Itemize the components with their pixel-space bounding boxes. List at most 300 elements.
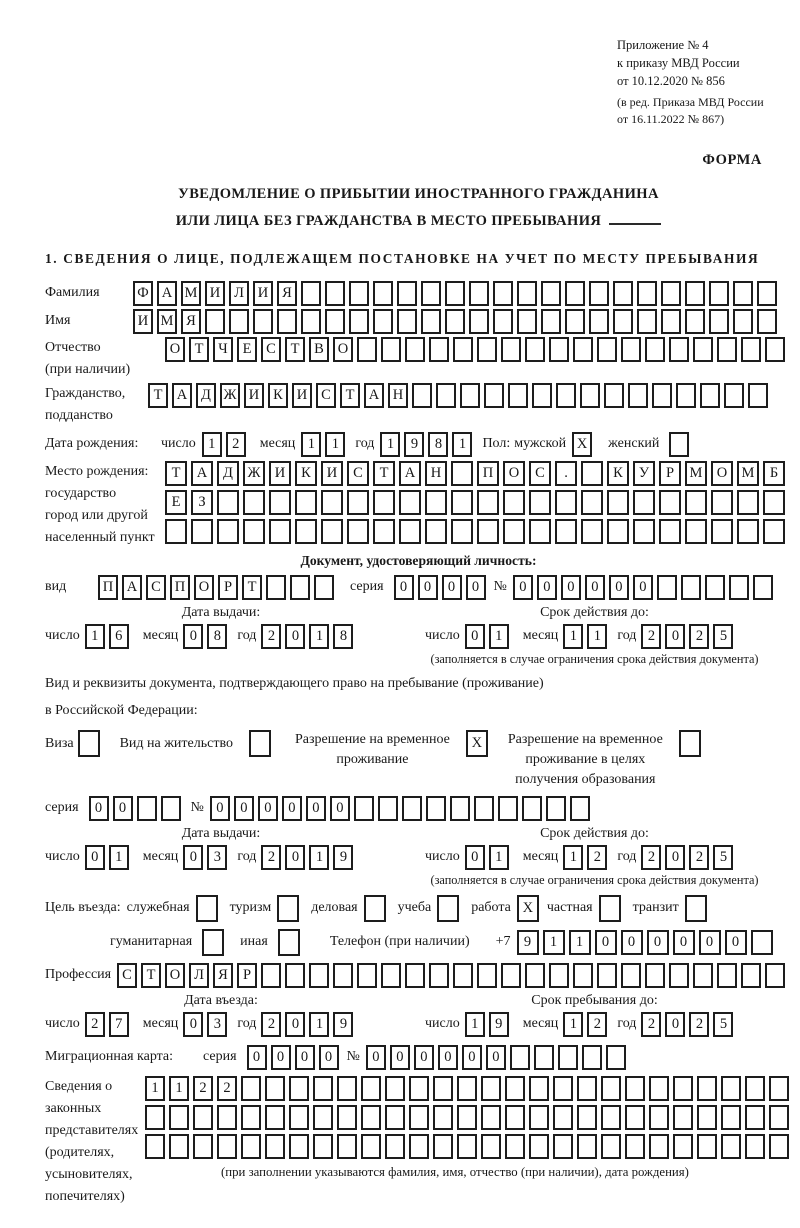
stay-valid-year-box[interactable]: 5: [713, 845, 733, 870]
purpose-private-checkbox[interactable]: [599, 895, 621, 922]
legal-rep-char-box[interactable]: [649, 1134, 669, 1159]
legal-rep-char-box[interactable]: [337, 1134, 357, 1159]
citizenship-char-box[interactable]: Н: [388, 383, 408, 408]
patronymic-char-box[interactable]: [693, 337, 713, 362]
patronymic-char-box[interactable]: [501, 337, 521, 362]
legal-rep-char-box[interactable]: [577, 1134, 597, 1159]
doc-type-char-box[interactable]: [266, 575, 286, 600]
profession-char-box[interactable]: [597, 963, 617, 988]
patronymic-char-box[interactable]: [765, 337, 785, 362]
surname-char-box[interactable]: [565, 281, 585, 306]
legal-rep-char-box[interactable]: [337, 1076, 357, 1101]
birth-place-char-box[interactable]: [295, 519, 317, 544]
profession-char-box[interactable]: [621, 963, 641, 988]
surname-char-box[interactable]: И: [253, 281, 273, 306]
purpose-humanitarian-checkbox[interactable]: [202, 929, 224, 956]
patronymic-char-box[interactable]: [477, 337, 497, 362]
birth-place-char-box[interactable]: [555, 519, 577, 544]
given-name-char-box[interactable]: [253, 309, 273, 334]
birth-place-char-box[interactable]: С: [347, 461, 369, 486]
id-number-box[interactable]: 0: [585, 575, 605, 600]
stay-number-box[interactable]: 0: [282, 796, 302, 821]
given-name-char-box[interactable]: [733, 309, 753, 334]
legal-rep-char-box[interactable]: 2: [193, 1076, 213, 1101]
legal-rep-char-box[interactable]: [481, 1105, 501, 1130]
id-valid-year-box[interactable]: 2: [689, 624, 709, 649]
birth-place-char-box[interactable]: [451, 519, 473, 544]
surname-char-box[interactable]: [637, 281, 657, 306]
stay-number-box[interactable]: [570, 796, 590, 821]
profession-char-box[interactable]: [285, 963, 305, 988]
stay-until-year-box[interactable]: 5: [713, 1012, 733, 1037]
purpose-study-checkbox[interactable]: [437, 895, 459, 922]
birth-place-char-box[interactable]: [555, 490, 577, 515]
profession-char-box[interactable]: [693, 963, 713, 988]
mig-number-box[interactable]: 0: [462, 1045, 482, 1070]
birth-place-char-box[interactable]: [581, 519, 603, 544]
surname-char-box[interactable]: [397, 281, 417, 306]
patronymic-char-box[interactable]: [549, 337, 569, 362]
birth-place-char-box[interactable]: Т: [373, 461, 395, 486]
stay-valid-month-box[interactable]: 2: [587, 845, 607, 870]
surname-char-box[interactable]: Л: [229, 281, 249, 306]
legal-rep-char-box[interactable]: [721, 1134, 741, 1159]
birth-place-char-box[interactable]: [399, 490, 421, 515]
patronymic-char-box[interactable]: [405, 337, 425, 362]
legal-rep-char-box[interactable]: [601, 1105, 621, 1130]
patronymic-char-box[interactable]: [645, 337, 665, 362]
surname-char-box[interactable]: [493, 281, 513, 306]
legal-rep-char-box[interactable]: [481, 1134, 501, 1159]
legal-rep-char-box[interactable]: [409, 1076, 429, 1101]
surname-char-box[interactable]: [613, 281, 633, 306]
purpose-business-checkbox[interactable]: [364, 895, 386, 922]
birth-place-char-box[interactable]: К: [295, 461, 317, 486]
purpose-work-checkbox[interactable]: X: [517, 895, 539, 922]
doc-type-char-box[interactable]: [314, 575, 334, 600]
stay-valid-year-box[interactable]: 2: [641, 845, 661, 870]
given-name-char-box[interactable]: [637, 309, 657, 334]
id-valid-day-box[interactable]: 0: [465, 624, 485, 649]
citizenship-char-box[interactable]: [484, 383, 504, 408]
birth-place-char-box[interactable]: [269, 490, 291, 515]
legal-rep-char-box[interactable]: [577, 1105, 597, 1130]
patronymic-char-box[interactable]: Ч: [213, 337, 233, 362]
patronymic-char-box[interactable]: [669, 337, 689, 362]
legal-rep-char-box[interactable]: [385, 1134, 405, 1159]
profession-char-box[interactable]: [645, 963, 665, 988]
birth-place-char-box[interactable]: [373, 490, 395, 515]
stay-until-day-box[interactable]: 9: [489, 1012, 509, 1037]
legal-rep-char-box[interactable]: [673, 1076, 693, 1101]
birth-place-char-box[interactable]: О: [711, 461, 733, 486]
patronymic-char-box[interactable]: Т: [189, 337, 209, 362]
birth-place-char-box[interactable]: [529, 519, 551, 544]
surname-char-box[interactable]: М: [181, 281, 201, 306]
male-checkbox[interactable]: X: [572, 432, 592, 457]
surname-char-box[interactable]: [445, 281, 465, 306]
patronymic-char-box[interactable]: [621, 337, 641, 362]
stay-number-box[interactable]: [450, 796, 470, 821]
mig-number-box[interactable]: 0: [414, 1045, 434, 1070]
mig-number-box[interactable]: [606, 1045, 626, 1070]
id-series-box[interactable]: 0: [418, 575, 438, 600]
birth-place-char-box[interactable]: М: [685, 461, 707, 486]
patronymic-char-box[interactable]: [381, 337, 401, 362]
profession-char-box[interactable]: [669, 963, 689, 988]
birth-place-char-box[interactable]: Т: [165, 461, 187, 486]
birth-place-char-box[interactable]: [763, 490, 785, 515]
citizenship-char-box[interactable]: [532, 383, 552, 408]
doc-type-char-box[interactable]: О: [194, 575, 214, 600]
birth-place-char-box[interactable]: И: [269, 461, 291, 486]
stay-number-box[interactable]: [378, 796, 398, 821]
given-name-char-box[interactable]: [277, 309, 297, 334]
profession-char-box[interactable]: С: [117, 963, 137, 988]
profession-char-box[interactable]: [381, 963, 401, 988]
legal-rep-char-box[interactable]: [193, 1105, 213, 1130]
legal-rep-char-box[interactable]: [145, 1134, 165, 1159]
legal-rep-char-box[interactable]: 1: [145, 1076, 165, 1101]
given-name-char-box[interactable]: [349, 309, 369, 334]
id-number-box[interactable]: 0: [609, 575, 629, 600]
legal-rep-char-box[interactable]: [337, 1105, 357, 1130]
profession-char-box[interactable]: Т: [141, 963, 161, 988]
legal-rep-char-box[interactable]: [745, 1105, 765, 1130]
birth-place-char-box[interactable]: З: [191, 490, 213, 515]
given-name-char-box[interactable]: [757, 309, 777, 334]
legal-rep-char-box[interactable]: [577, 1076, 597, 1101]
birth-place-char-box[interactable]: М: [737, 461, 759, 486]
doc-type-char-box[interactable]: П: [170, 575, 190, 600]
given-name-char-box[interactable]: [589, 309, 609, 334]
birth-place-char-box[interactable]: [477, 519, 499, 544]
legal-rep-char-box[interactable]: [265, 1105, 285, 1130]
legal-rep-char-box[interactable]: [769, 1105, 789, 1130]
legal-rep-char-box[interactable]: [745, 1134, 765, 1159]
mig-number-box[interactable]: 0: [366, 1045, 386, 1070]
citizenship-char-box[interactable]: И: [244, 383, 264, 408]
birth-place-char-box[interactable]: [737, 490, 759, 515]
stay-number-box[interactable]: [354, 796, 374, 821]
citizenship-char-box[interactable]: К: [268, 383, 288, 408]
surname-char-box[interactable]: [661, 281, 681, 306]
phone-digit-box[interactable]: 1: [543, 930, 565, 955]
doc-type-char-box[interactable]: П: [98, 575, 118, 600]
birth-year-box[interactable]: 8: [428, 432, 448, 457]
birth-place-char-box[interactable]: [217, 519, 239, 544]
birth-place-char-box[interactable]: [451, 461, 473, 486]
stay-series-box[interactable]: [137, 796, 157, 821]
given-name-char-box[interactable]: [301, 309, 321, 334]
id-number-box[interactable]: [657, 575, 677, 600]
surname-char-box[interactable]: [469, 281, 489, 306]
birth-place-char-box[interactable]: [503, 519, 525, 544]
birth-place-char-box[interactable]: У: [633, 461, 655, 486]
birth-month-box[interactable]: 1: [301, 432, 321, 457]
legal-rep-char-box[interactable]: [289, 1076, 309, 1101]
stay-until-day-box[interactable]: 1: [465, 1012, 485, 1037]
stay-number-box[interactable]: 0: [258, 796, 278, 821]
legal-rep-char-box[interactable]: [361, 1134, 381, 1159]
patronymic-char-box[interactable]: [741, 337, 761, 362]
birth-place-char-box[interactable]: [451, 490, 473, 515]
stay-series-box[interactable]: [161, 796, 181, 821]
given-name-char-box[interactable]: [325, 309, 345, 334]
given-name-char-box[interactable]: [205, 309, 225, 334]
birth-place-char-box[interactable]: [295, 490, 317, 515]
given-name-char-box[interactable]: [565, 309, 585, 334]
given-name-char-box[interactable]: [685, 309, 705, 334]
patronymic-char-box[interactable]: [357, 337, 377, 362]
citizenship-char-box[interactable]: [436, 383, 456, 408]
purpose-tourism-checkbox[interactable]: [277, 895, 299, 922]
surname-char-box[interactable]: Ф: [133, 281, 153, 306]
legal-rep-char-box[interactable]: [433, 1105, 453, 1130]
phone-digit-box[interactable]: 0: [725, 930, 747, 955]
legal-rep-char-box[interactable]: [505, 1076, 525, 1101]
id-issue-year-box[interactable]: 1: [309, 624, 329, 649]
citizenship-char-box[interactable]: [460, 383, 480, 408]
profession-char-box[interactable]: [453, 963, 473, 988]
birth-place-char-box[interactable]: [711, 519, 733, 544]
legal-rep-char-box[interactable]: [361, 1076, 381, 1101]
birth-place-char-box[interactable]: [529, 490, 551, 515]
citizenship-char-box[interactable]: [748, 383, 768, 408]
birth-place-char-box[interactable]: [659, 519, 681, 544]
id-number-box[interactable]: [681, 575, 701, 600]
id-issue-year-box[interactable]: 0: [285, 624, 305, 649]
doc-type-char-box[interactable]: С: [146, 575, 166, 600]
birth-year-box[interactable]: 1: [452, 432, 472, 457]
birth-place-char-box[interactable]: Е: [165, 490, 187, 515]
stay-number-box[interactable]: [402, 796, 422, 821]
profession-char-box[interactable]: [525, 963, 545, 988]
stay-valid-month-box[interactable]: 1: [563, 845, 583, 870]
stay-number-box[interactable]: 0: [234, 796, 254, 821]
birth-place-char-box[interactable]: [503, 490, 525, 515]
stay-number-box[interactable]: [498, 796, 518, 821]
mig-series-box[interactable]: 0: [319, 1045, 339, 1070]
citizenship-char-box[interactable]: [724, 383, 744, 408]
mig-number-box[interactable]: 0: [486, 1045, 506, 1070]
profession-char-box[interactable]: [261, 963, 281, 988]
citizenship-char-box[interactable]: Ж: [220, 383, 240, 408]
patronymic-char-box[interactable]: [573, 337, 593, 362]
phone-digit-box[interactable]: 9: [517, 930, 539, 955]
stay-valid-day-box[interactable]: 1: [489, 845, 509, 870]
profession-char-box[interactable]: Л: [189, 963, 209, 988]
legal-rep-char-box[interactable]: [241, 1105, 261, 1130]
patronymic-char-box[interactable]: [429, 337, 449, 362]
id-valid-year-box[interactable]: 0: [665, 624, 685, 649]
given-name-char-box[interactable]: [229, 309, 249, 334]
stay-valid-year-box[interactable]: 2: [689, 845, 709, 870]
surname-char-box[interactable]: [589, 281, 609, 306]
id-number-box[interactable]: 0: [561, 575, 581, 600]
given-name-char-box[interactable]: [445, 309, 465, 334]
phone-digit-box[interactable]: 0: [621, 930, 643, 955]
legal-rep-char-box[interactable]: [625, 1076, 645, 1101]
birth-place-char-box[interactable]: [243, 519, 265, 544]
legal-rep-char-box[interactable]: [265, 1134, 285, 1159]
legal-rep-char-box[interactable]: [529, 1134, 549, 1159]
stay-series-box[interactable]: 0: [89, 796, 109, 821]
legal-rep-char-box[interactable]: [649, 1076, 669, 1101]
legal-rep-char-box[interactable]: [601, 1134, 621, 1159]
legal-rep-char-box[interactable]: [529, 1076, 549, 1101]
birth-year-box[interactable]: 1: [380, 432, 400, 457]
legal-rep-char-box[interactable]: [769, 1134, 789, 1159]
id-number-box[interactable]: [729, 575, 749, 600]
legal-rep-char-box[interactable]: [673, 1105, 693, 1130]
id-valid-month-box[interactable]: 1: [563, 624, 583, 649]
birth-place-char-box[interactable]: [425, 490, 447, 515]
mig-number-box[interactable]: [510, 1045, 530, 1070]
stay-until-month-box[interactable]: 2: [587, 1012, 607, 1037]
legal-rep-char-box[interactable]: [529, 1105, 549, 1130]
surname-char-box[interactable]: [325, 281, 345, 306]
id-issue-day-box[interactable]: 1: [85, 624, 105, 649]
citizenship-char-box[interactable]: Т: [148, 383, 168, 408]
residence-permit-checkbox[interactable]: [249, 730, 271, 757]
surname-char-box[interactable]: [349, 281, 369, 306]
legal-rep-char-box[interactable]: [625, 1134, 645, 1159]
id-issue-month-box[interactable]: 0: [183, 624, 203, 649]
birth-place-char-box[interactable]: Б: [763, 461, 785, 486]
doc-type-char-box[interactable]: А: [122, 575, 142, 600]
given-name-char-box[interactable]: И: [133, 309, 153, 334]
stay-number-box[interactable]: 0: [210, 796, 230, 821]
birth-place-char-box[interactable]: [347, 519, 369, 544]
birth-place-char-box[interactable]: [737, 519, 759, 544]
entry-year-box[interactable]: 1: [309, 1012, 329, 1037]
profession-char-box[interactable]: [573, 963, 593, 988]
legal-rep-char-box[interactable]: [673, 1134, 693, 1159]
surname-char-box[interactable]: [709, 281, 729, 306]
doc-type-char-box[interactable]: [290, 575, 310, 600]
profession-char-box[interactable]: [765, 963, 785, 988]
legal-rep-char-box[interactable]: [145, 1105, 165, 1130]
stay-until-year-box[interactable]: 2: [689, 1012, 709, 1037]
profession-char-box[interactable]: [501, 963, 521, 988]
given-name-char-box[interactable]: [397, 309, 417, 334]
birth-place-char-box[interactable]: К: [607, 461, 629, 486]
birth-place-char-box[interactable]: [685, 519, 707, 544]
birth-place-char-box[interactable]: [477, 490, 499, 515]
phone-digit-box[interactable]: 0: [699, 930, 721, 955]
phone-digit-box[interactable]: [751, 930, 773, 955]
stay-issue-day-box[interactable]: 1: [109, 845, 129, 870]
temp-residence-edu-checkbox[interactable]: [679, 730, 701, 757]
profession-char-box[interactable]: [549, 963, 569, 988]
birth-place-char-box[interactable]: [217, 490, 239, 515]
citizenship-char-box[interactable]: [652, 383, 672, 408]
surname-char-box[interactable]: [541, 281, 561, 306]
patronymic-char-box[interactable]: С: [261, 337, 281, 362]
mig-series-box[interactable]: 0: [295, 1045, 315, 1070]
id-series-box[interactable]: 0: [394, 575, 414, 600]
legal-rep-char-box[interactable]: [697, 1134, 717, 1159]
legal-rep-char-box[interactable]: [505, 1105, 525, 1130]
surname-char-box[interactable]: [685, 281, 705, 306]
id-valid-day-box[interactable]: 1: [489, 624, 509, 649]
birth-day-box[interactable]: 1: [202, 432, 222, 457]
legal-rep-char-box[interactable]: [721, 1105, 741, 1130]
patronymic-char-box[interactable]: Е: [237, 337, 257, 362]
profession-char-box[interactable]: [717, 963, 737, 988]
birth-place-char-box[interactable]: [165, 519, 187, 544]
stay-number-box[interactable]: 0: [330, 796, 350, 821]
entry-day-box[interactable]: 7: [109, 1012, 129, 1037]
legal-rep-char-box[interactable]: [169, 1134, 189, 1159]
birth-place-char-box[interactable]: [243, 490, 265, 515]
id-issue-day-box[interactable]: 6: [109, 624, 129, 649]
birth-place-char-box[interactable]: [425, 519, 447, 544]
purpose-official-checkbox[interactable]: [196, 895, 218, 922]
patronymic-char-box[interactable]: [597, 337, 617, 362]
citizenship-char-box[interactable]: И: [292, 383, 312, 408]
birth-place-char-box[interactable]: [659, 490, 681, 515]
legal-rep-char-box[interactable]: [745, 1076, 765, 1101]
legal-rep-char-box[interactable]: [601, 1076, 621, 1101]
legal-rep-char-box[interactable]: [313, 1105, 333, 1130]
legal-rep-char-box[interactable]: [217, 1105, 237, 1130]
birth-place-char-box[interactable]: О: [503, 461, 525, 486]
mig-number-box[interactable]: 0: [390, 1045, 410, 1070]
patronymic-char-box[interactable]: [525, 337, 545, 362]
birth-place-char-box[interactable]: П: [477, 461, 499, 486]
citizenship-char-box[interactable]: А: [364, 383, 384, 408]
stay-number-box[interactable]: [546, 796, 566, 821]
birth-place-char-box[interactable]: [633, 519, 655, 544]
surname-char-box[interactable]: [373, 281, 393, 306]
birth-place-char-box[interactable]: [347, 490, 369, 515]
surname-char-box[interactable]: [757, 281, 777, 306]
mig-number-box[interactable]: [534, 1045, 554, 1070]
citizenship-char-box[interactable]: [412, 383, 432, 408]
surname-char-box[interactable]: [733, 281, 753, 306]
birth-place-char-box[interactable]: [633, 490, 655, 515]
phone-digit-box[interactable]: 1: [569, 930, 591, 955]
citizenship-char-box[interactable]: [508, 383, 528, 408]
legal-rep-char-box[interactable]: [409, 1134, 429, 1159]
legal-rep-char-box[interactable]: [385, 1076, 405, 1101]
phone-digit-box[interactable]: 0: [673, 930, 695, 955]
id-number-box[interactable]: [753, 575, 773, 600]
stay-issue-year-box[interactable]: 9: [333, 845, 353, 870]
birth-place-char-box[interactable]: [373, 519, 395, 544]
stay-issue-year-box[interactable]: 2: [261, 845, 281, 870]
id-valid-month-box[interactable]: 1: [587, 624, 607, 649]
legal-rep-char-box[interactable]: [289, 1105, 309, 1130]
id-number-box[interactable]: 0: [537, 575, 557, 600]
surname-char-box[interactable]: [301, 281, 321, 306]
legal-rep-char-box[interactable]: [481, 1076, 501, 1101]
entry-month-box[interactable]: 3: [207, 1012, 227, 1037]
id-issue-year-box[interactable]: 8: [333, 624, 353, 649]
birth-month-box[interactable]: 1: [325, 432, 345, 457]
birth-place-char-box[interactable]: [581, 490, 603, 515]
citizenship-char-box[interactable]: [556, 383, 576, 408]
given-name-char-box[interactable]: [517, 309, 537, 334]
stay-number-box[interactable]: [426, 796, 446, 821]
mig-number-box[interactable]: [558, 1045, 578, 1070]
legal-rep-char-box[interactable]: [193, 1134, 213, 1159]
birth-place-char-box[interactable]: [685, 490, 707, 515]
birth-place-char-box[interactable]: А: [399, 461, 421, 486]
phone-digit-box[interactable]: 0: [647, 930, 669, 955]
